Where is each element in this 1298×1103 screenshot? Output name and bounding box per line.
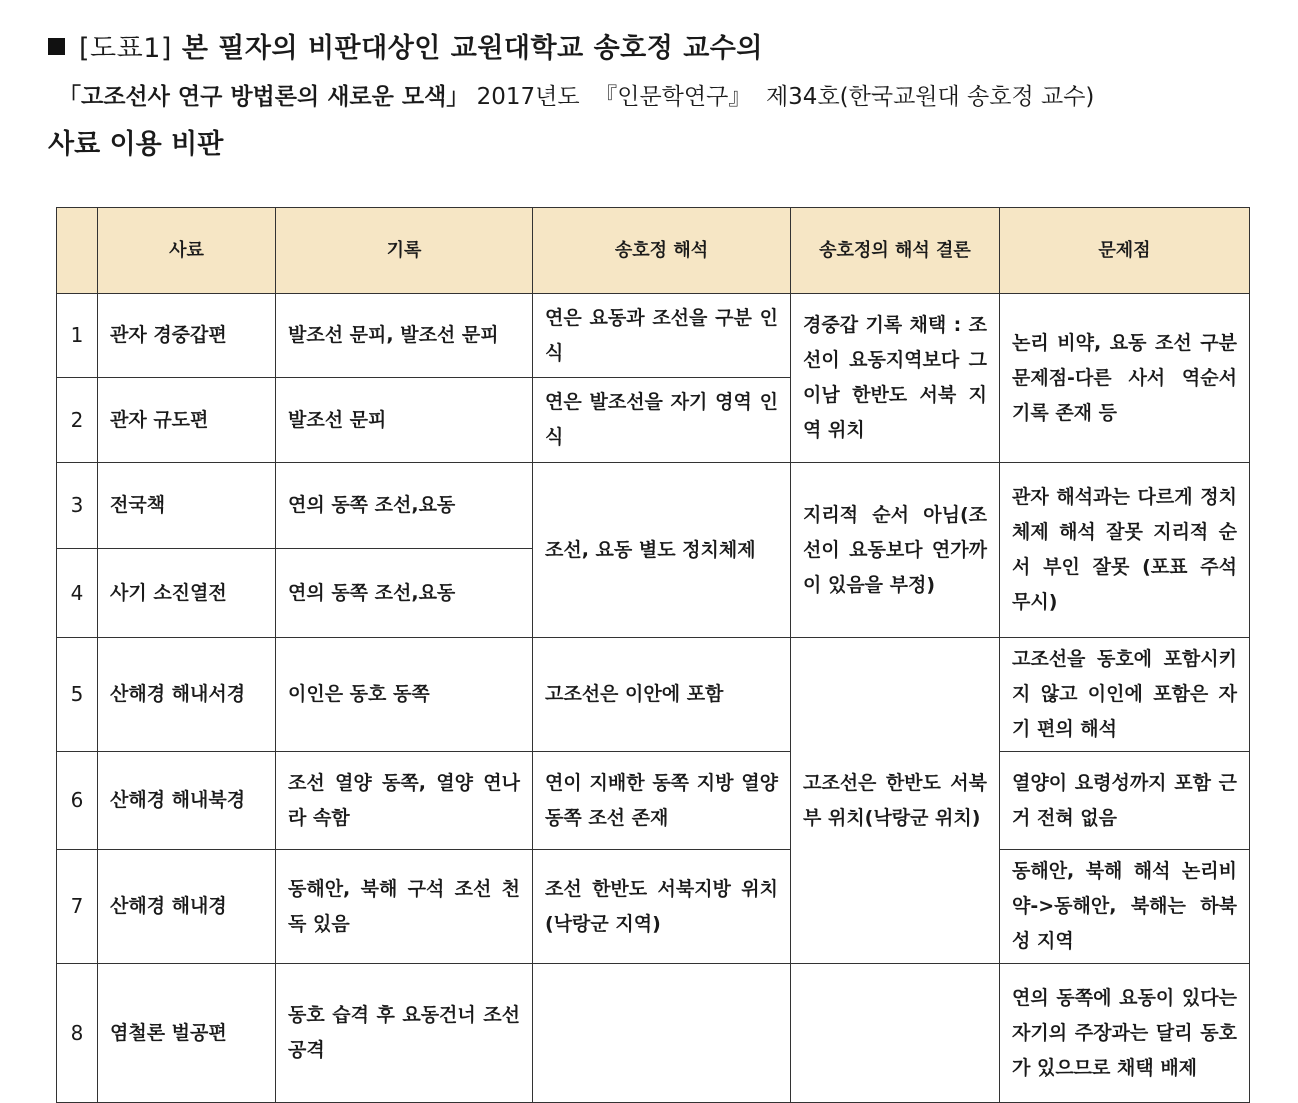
interpretation-cell: 연은 요동과 조선을 구분 인식: [533, 294, 791, 378]
table-header-row: [57, 208, 1250, 294]
row-number: 3: [57, 463, 98, 549]
source-critique-table: [56, 207, 1250, 1103]
row-number: 2: [57, 378, 98, 463]
problem-cell: 동해안, 북해 해석 논리비약->동해안, 북해는 하북성 지역: [1000, 850, 1250, 964]
problem-cell: 연의 동쪽에 요동이 있다는 자기의 주장과는 달리 동호가 있으므로 채택 배제: [1000, 964, 1250, 1103]
table-row: [57, 294, 1250, 378]
conclusion-cell: 고조선은 한반도 서북부 위치(낙랑군 위치): [791, 638, 1000, 964]
problem-cell: 관자 해석과는 다르게 정치체제 해석 잘못 지리적 순서 부인 잘못 (포표 주석 무시): [1000, 463, 1250, 638]
record-cell: 발조선 문피, 발조선 문피: [276, 294, 533, 378]
interpretation-cell: 연은 발조선을 자기 영역 인식: [533, 378, 791, 463]
record-cell: 동해안, 북해 구석 조선 천독 있음: [276, 850, 533, 964]
table-row: [57, 463, 1250, 549]
row-number: 6: [57, 752, 98, 850]
journal-name: 『인문학연구』: [594, 84, 752, 110]
source-cell: 산해경 해내북경: [98, 752, 276, 850]
source-cell: 관자 규도편: [98, 378, 276, 463]
row-number: 7: [57, 850, 98, 964]
heading-text: 본 필자의 비판대상인 교원대학교 송호정 교수의: [181, 33, 763, 64]
paper-year: 2017년도: [476, 84, 580, 110]
heading-line-3: 사료 이용 비판: [48, 129, 224, 160]
record-cell: 연의 동쪽 조선,요동: [276, 463, 533, 549]
document-heading: [48, 26, 1268, 161]
header-conclusion: 송호정의 해석 결론: [791, 208, 1000, 294]
conclusion-cell: 지리적 순서 아님(조선이 요동보다 연가까이 있음을 부정): [791, 463, 1000, 638]
record-cell: 연의 동쪽 조선,요동: [276, 549, 533, 638]
header-interpretation: 송호정 해석: [533, 208, 791, 294]
record-cell: 발조선 문피: [276, 378, 533, 463]
journal-issue: 제34호(한국교원대 송호정 교수): [765, 84, 1095, 110]
interpretation-cell: 조선 한반도 서북지방 위치(낙랑군 지역): [533, 850, 791, 964]
interpretation-cell: [533, 964, 791, 1103]
interpretation-cell: 조선, 요동 별도 정치체제: [533, 463, 791, 638]
paper-title: 「고조선사 연구 방법론의 새로운 모색」: [58, 84, 470, 110]
problem-cell: 열양이 요령성까지 포함 근거 전혀 없음: [1000, 752, 1250, 850]
figure-tag: [도표1]: [79, 33, 172, 64]
conclusion-cell-empty: [791, 964, 1000, 1103]
row-number: 8: [57, 964, 98, 1103]
header-num: [57, 208, 98, 294]
source-cell: 산해경 해내서경: [98, 638, 276, 752]
heading-line-2: [48, 78, 1268, 122]
row-number: 5: [57, 638, 98, 752]
header-record: 기록: [276, 208, 533, 294]
record-cell: 조선 열양 동쪽, 열양 연나라 속함: [276, 752, 533, 850]
heading-line-1: [48, 26, 1268, 70]
header-problem: 문제점: [1000, 208, 1250, 294]
table-row: [57, 850, 1250, 964]
table-row: [57, 752, 1250, 850]
source-cell: 산해경 해내경: [98, 850, 276, 964]
problem-cell: 고조선을 동호에 포함시키지 않고 이인에 포함은 자기 편의 해석: [1000, 638, 1250, 752]
source-cell: 염철론 벌공편: [98, 964, 276, 1103]
interpretation-cell: 연이 지배한 동쪽 지방 열양 동쪽 조선 존재: [533, 752, 791, 850]
record-cell: 동호 습격 후 요동건너 조선 공격: [276, 964, 533, 1103]
source-cell: 관자 경중갑편: [98, 294, 276, 378]
source-cell: 사기 소진열전: [98, 549, 276, 638]
conclusion-cell: 경중갑 기록 채택 : 조선이 요동지역보다 그 이남 한반도 서북 지역 위치: [791, 294, 1000, 463]
problem-cell: 논리 비약, 요동 조선 구분 문제점-다른 사서 역순서 기록 존재 등: [1000, 294, 1250, 463]
record-cell: 이인은 동호 동쪽: [276, 638, 533, 752]
header-source: 사료: [98, 208, 276, 294]
row-number: 1: [57, 294, 98, 378]
row-number: 4: [57, 549, 98, 638]
interpretation-cell: 고조선은 이안에 포함: [533, 638, 791, 752]
source-cell: 전국책: [98, 463, 276, 549]
table-row: [57, 638, 1250, 752]
table-row: [57, 964, 1250, 1103]
black-square-bullet-icon: [48, 38, 65, 55]
